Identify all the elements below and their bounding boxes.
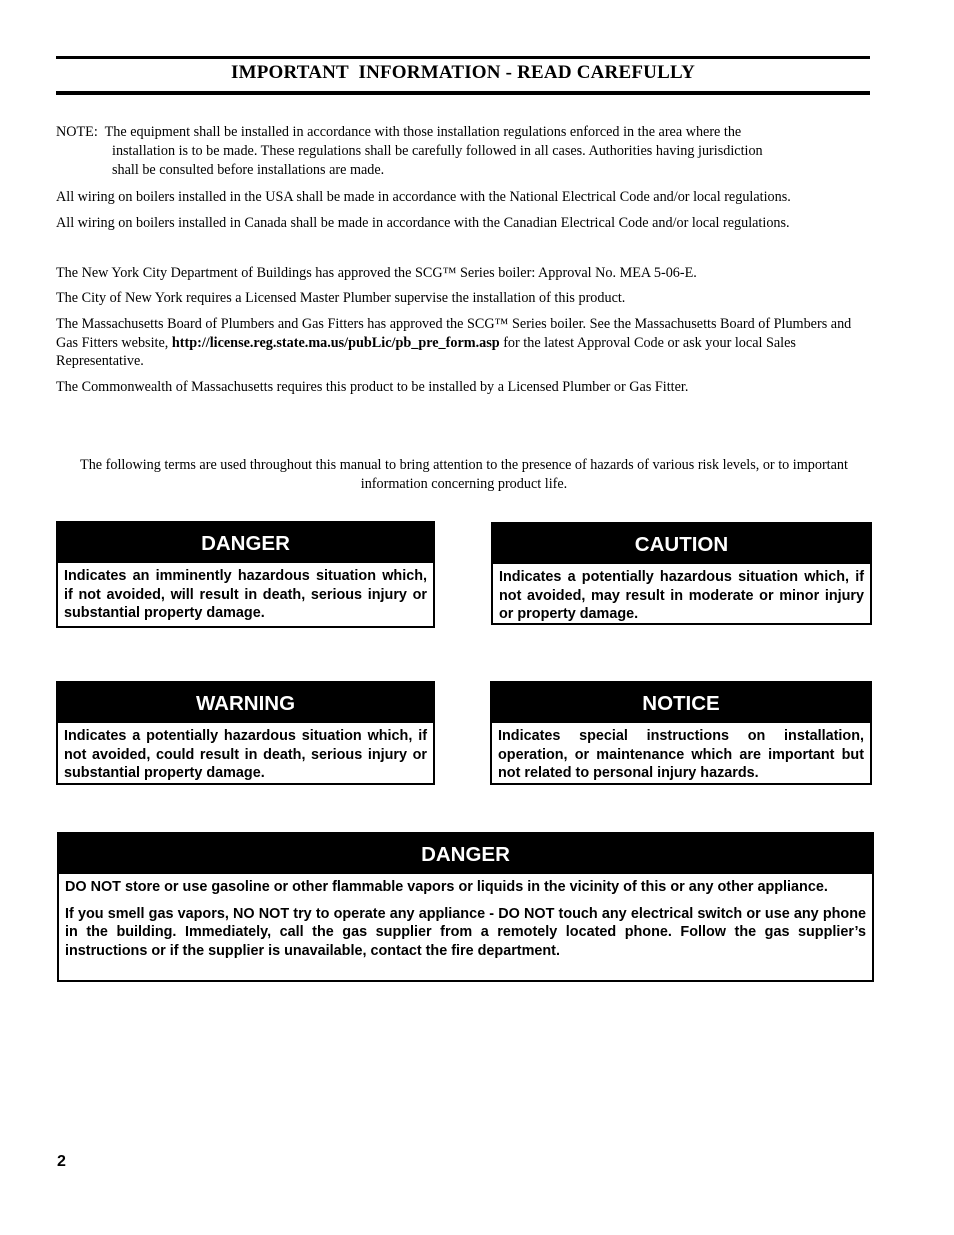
note-line-1: NOTE: The equipment shall be installed in accordance with those installation regulations enforced in the area where the (56, 124, 742, 140)
note-block (56, 123, 856, 180)
caution-definition-text: Indicates a potentially hazardous situation which, if not avoided, may result in moderate or minor injury or property damage. (499, 569, 864, 623)
nyc-plumber-requirement: The City of New York requires a Licensed Master Plumber supervise the installation of this product. (56, 290, 626, 306)
gas-danger-paragraph-2: If you smell gas vapors, NO NOT try to operate any appliance - DO NOT touch any electrical switch or use any phone in the building. Immediately, call the gas supplier from a remotely located phone. Follow the gas supplier’s instructions or if the supplier is unavailable, contact the fire department. (65, 905, 866, 960)
notice-definition-title: NOTICE (492, 683, 870, 723)
terms-intro: The following terms are used throughout this manual to bring attention to the presence of hazards of various risk levels, or to important information concerning product life. (80, 457, 848, 492)
wiring-usa-text: All wiring on boilers installed in the USA shall be made in accordance with the National Electrical Code and/or local regulations. (56, 189, 791, 205)
danger-definition-box (56, 521, 435, 628)
gas-danger-title: DANGER (59, 834, 872, 874)
caution-definition-box (491, 522, 872, 625)
notice-definition-box (490, 681, 872, 785)
mass-board-text-after: for the latest Approval Code or ask your local Sales Representative. (56, 334, 796, 369)
warning-definition-text: Indicates a potentially hazardous situation which, if not avoided, could result in death, serious injury or substantial property damage. (64, 728, 427, 782)
wiring-canada-text: All wiring on boilers installed in Canada shall be made in accordance with the Canadian Electrical Code and/or local regulations. (56, 215, 790, 231)
header-bottom-rule (56, 91, 870, 95)
danger-definition-text: Indicates an imminently hazardous situation which, if not avoided, will result in death, serious injury or substantial property damage. (64, 568, 427, 622)
warning-definition-box (56, 681, 435, 785)
nyc-buildings-approval: The New York City Department of Buildings has approved the SCG™ Series boiler: Approval No. MEA 5-06-E. (56, 265, 697, 281)
gas-danger-paragraph-1: DO NOT store or use gasoline or other flammable vapors or liquids in the vicinity of this or any other appliance. (65, 879, 828, 895)
mass-board-text-before: The Massachusetts Board of Plumbers and Gas Fitters has approved the SCG™ Series boiler. See the Massachusetts Board of Plumbers and Gas Fitters website, (56, 316, 852, 351)
mass-board-website-link[interactable]: http://license.reg.state.ma.us/pubLic/pb_pre_form.asp (171, 334, 500, 351)
caution-definition-title: CAUTION (493, 524, 870, 564)
page-title: IMPORTANT INFORMATION - READ CAREFULLY (230, 62, 696, 83)
massachusetts-board-approval (56, 315, 864, 371)
warning-definition-title: WARNING (58, 683, 433, 723)
gas-danger-box (57, 832, 874, 982)
massachusetts-commonwealth-requirement: The Commonwealth of Massachusetts requires this product to be installed by a Licensed Plumber or Gas Fitter. (56, 379, 689, 395)
page-number: 2 (57, 1153, 66, 1170)
danger-definition-title: DANGER (58, 523, 433, 563)
note-line-2: installation is to be made. These regulations shall be carefully followed in all cases. Authorities having jurisdiction (112, 143, 763, 159)
gas-danger-body (59, 874, 872, 961)
notice-definition-text: Indicates special instructions on installation, operation, or maintenance which are important but not related to personal injury hazards. (498, 728, 864, 782)
note-line-3: shall be consulted before installations are made. (112, 162, 385, 178)
header-top-rule (56, 56, 870, 59)
